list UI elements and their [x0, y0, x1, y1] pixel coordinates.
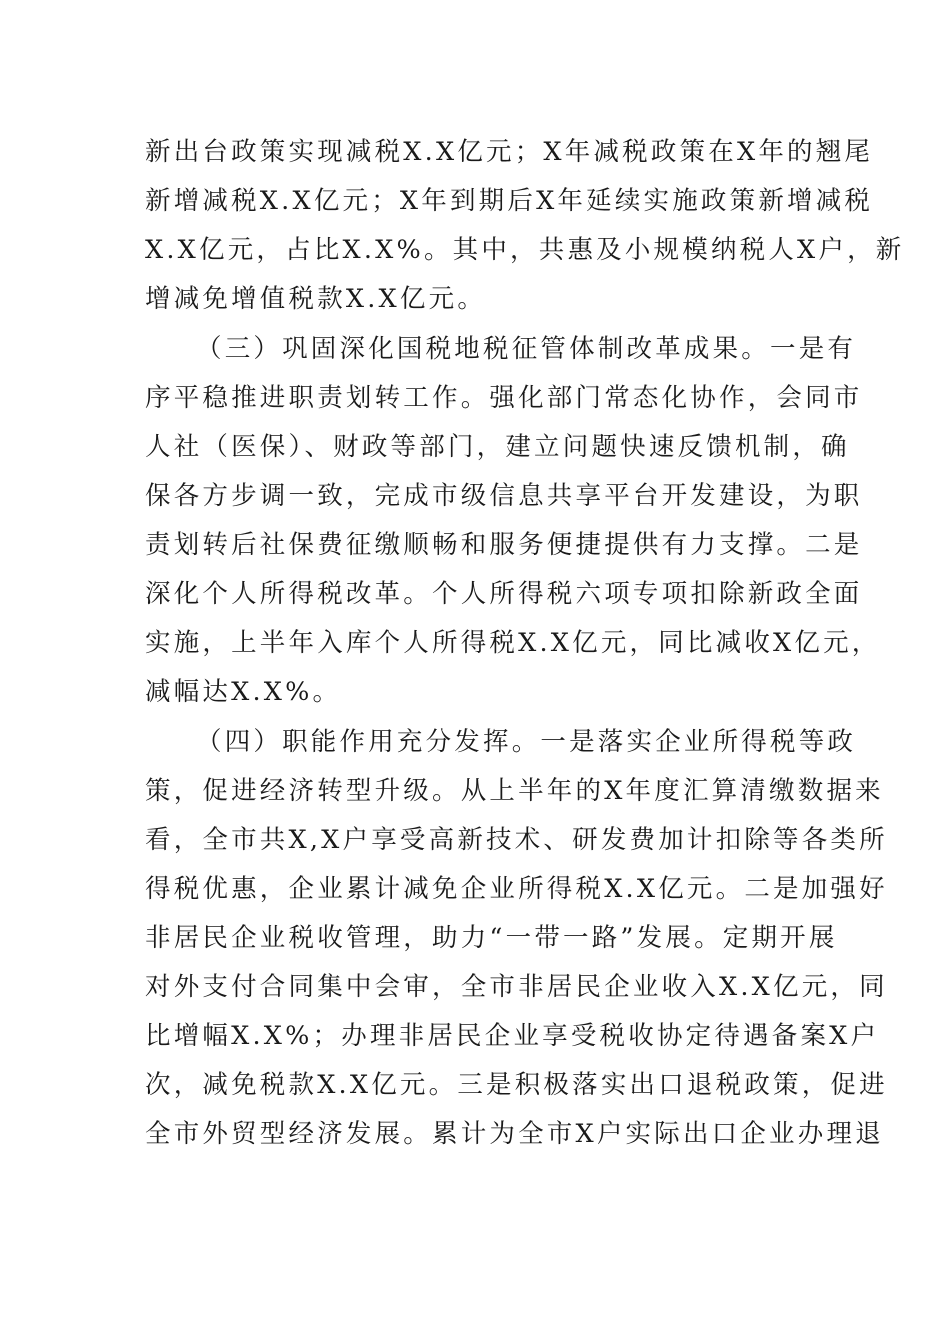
text-line: 增减免增值税款X.X亿元。 [145, 284, 487, 314]
text-line: 保各方步调一致，完成市级信息共享平台开发建设，为职 [145, 481, 863, 511]
text-line: 次，减免税款X.X亿元。三是积极落实出口退税政策，促进 [145, 1070, 888, 1100]
text-line: 策，促进经济转型升级。从上半年的X年度汇算清缴数据来 [145, 776, 884, 806]
text-line: 得税优惠，企业累计减免企业所得税X.X亿元。二是加强好 [145, 874, 888, 904]
section-four-heading-line: （四）职能作用充分发挥。一是落实企业所得税等政 [196, 727, 857, 757]
text-line: 比增幅X.X%；办理非居民企业享受税收协定待遇备案X户 [145, 1021, 880, 1051]
text-line: 新增减税X.X亿元；X年到期后X年延续实施政策新增减税 [145, 186, 874, 216]
text-line: 人社（医保）、财政等部门，建立问题快速反馈机制，确 [145, 432, 850, 462]
text-line: 全市外贸型经济发展。累计为全市X户实际出口企业办理退 [145, 1119, 884, 1149]
text-line: 对外支付合同集中会审，全市非居民企业收入X.X亿元，同 [145, 972, 888, 1002]
text-line: 责划转后社保费征缴顺畅和服务便捷提供有力支撑。二是 [145, 530, 863, 560]
text-line: 实施，上半年入库个人所得税X.X亿元，同比减收X亿元， [145, 628, 881, 658]
text-line: 深化个人所得税改革。个人所得税六项专项扣除新政全面 [145, 579, 863, 609]
text-line: 减幅达X.X%。 [145, 677, 342, 707]
text-line: 非居民企业税收管理，助力“一带一路”发展。定期开展 [145, 923, 838, 953]
text-line: 序平稳推进职责划转工作。强化部门常态化协作，会同市 [145, 383, 863, 413]
section-three-heading-line: （三）巩固深化国税地税征管体制改革成果。一是有 [196, 334, 857, 364]
text-line: X.X亿元，占比X.X%。其中，共惠及小规模纳税人X户，新 [145, 235, 905, 265]
text-line: 新出台政策实现减税X.X亿元；X年减税政策在X年的翘尾 [145, 137, 874, 167]
text-line: 看，全市共X,X户享受高新技术、研发费加计扣除等各类所 [145, 825, 888, 855]
